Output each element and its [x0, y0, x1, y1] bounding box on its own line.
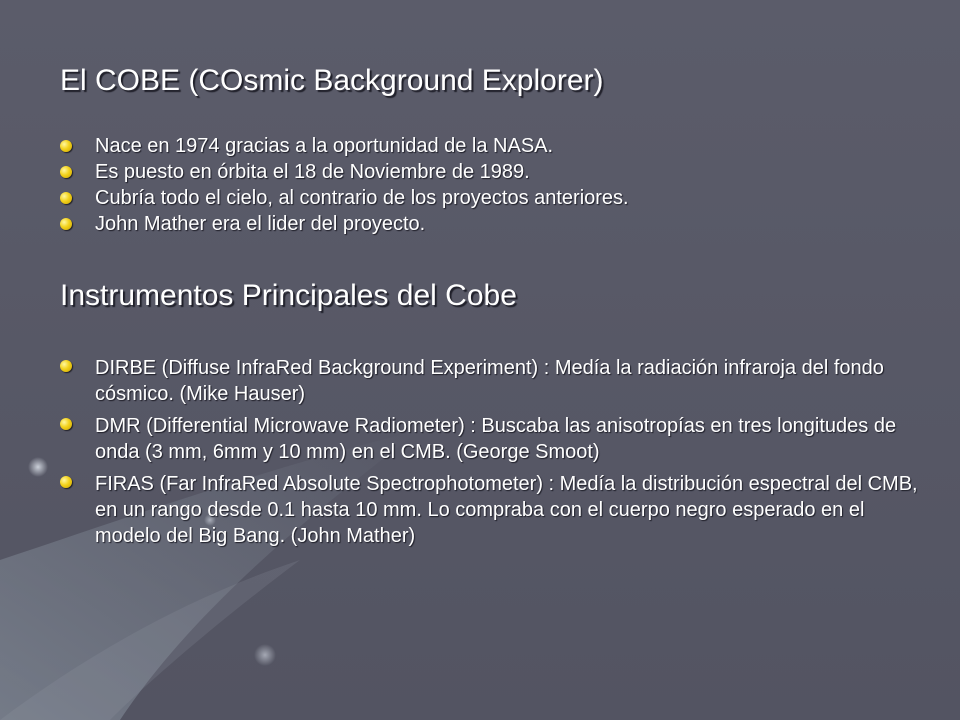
instruments-list — [60, 355, 920, 555]
glow-decoration — [254, 644, 276, 666]
bullet-dot-icon — [60, 166, 72, 178]
list-item — [60, 413, 920, 465]
list-item-text: DIRBE (Diffuse InfraRed Background Experiment) : Medía la radiación infraroja del fondo cósmico. (Mike Hauser) — [95, 357, 884, 405]
bullet-dot-icon — [60, 476, 72, 488]
list-item-text: Es puesto en órbita el 18 de Noviembre de 1989. — [95, 161, 530, 183]
list-item-text: DMR (Differential Microwave Radiometer) : Buscaba las anisotropías en tres longitudes de onda (3 mm, 6mm y 10 mm) en el CMB. (George Smoot) — [95, 415, 897, 463]
list-item — [60, 185, 920, 211]
list-item — [60, 211, 920, 237]
list-item-text: John Mather era el lider del proyecto. — [95, 213, 426, 235]
list-item-text: FIRAS (Far InfraRed Absolute Spectrophotometer) : Medía la distribución espectral del CMB, en un rango desde 0.1 hasta 10 mm. Lo compraba con el cuerpo negro esperado en el modelo del Big Bang. (John Mather) — [95, 473, 918, 547]
list-item-text: Nace en 1974 gracias a la oportunidad de la NASA. — [95, 135, 554, 157]
list-item — [60, 133, 920, 159]
list-item — [60, 355, 920, 407]
bullet-dot-icon — [60, 140, 72, 152]
list-item — [60, 471, 920, 549]
heading-instruments: Instrumentos Principales del Cobe — [60, 279, 517, 312]
heading-cobe: El COBE (COsmic Background Explorer) — [60, 64, 604, 97]
bullet-dot-icon — [60, 192, 72, 204]
glow-decoration — [28, 457, 48, 477]
list-item — [60, 159, 920, 185]
list-item-text: Cubría todo el cielo, al contrario de los proyectos anteriores. — [95, 187, 629, 209]
cobe-facts-list — [60, 133, 920, 237]
bullet-dot-icon — [60, 218, 72, 230]
bullet-dot-icon — [60, 360, 72, 372]
bullet-dot-icon — [60, 418, 72, 430]
